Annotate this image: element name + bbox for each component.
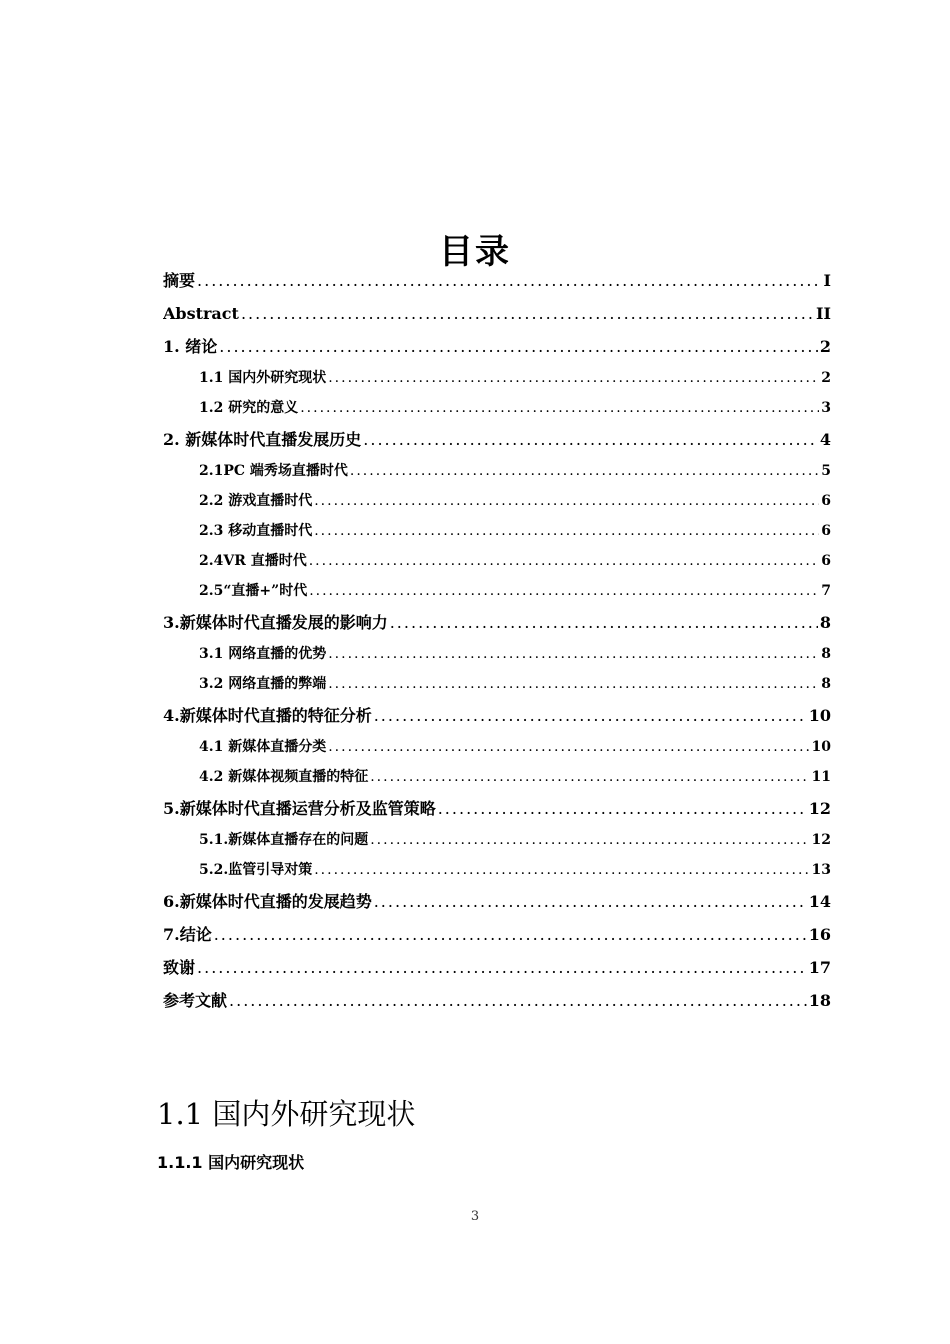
toc-dot-leader [363, 423, 818, 456]
toc-dot-leader [309, 576, 819, 606]
toc-entry-page: 12 [808, 799, 831, 818]
toc-dot-leader [438, 792, 807, 825]
toc-dot-leader [370, 825, 809, 855]
table-of-contents [163, 264, 831, 1017]
toc-entry-label: 5.新媒体时代直播运营分析及监管策略 [163, 799, 436, 818]
toc-dot-leader [229, 984, 807, 1017]
toc-dot-leader [328, 669, 819, 699]
toc-entry-page: 5 [821, 463, 831, 479]
toc-dot-leader [314, 855, 809, 885]
toc-entry-label: 2.4VR 直播时代 [199, 553, 307, 569]
toc-entry-page: 2 [821, 370, 831, 386]
toc-entry-page: 13 [811, 862, 831, 878]
toc-entry[interactable] [163, 885, 831, 918]
toc-entry-page: 18 [808, 991, 831, 1010]
toc-entry[interactable] [163, 330, 831, 363]
toc-entry-label: 4.1 新媒体直播分类 [199, 739, 327, 755]
toc-entry[interactable] [163, 669, 831, 699]
toc-entry-page: 6 [821, 523, 831, 539]
toc-entry-label: 参考文献 [163, 991, 228, 1010]
toc-entry-page: I [823, 271, 831, 290]
toc-entry-page: 4 [819, 430, 831, 449]
toc-dot-leader [374, 699, 807, 732]
toc-entry[interactable] [163, 297, 831, 330]
toc-entry[interactable] [163, 264, 831, 297]
toc-entry-label: 1.1 国内外研究现状 [199, 370, 327, 386]
toc-entry-page: 8 [821, 676, 831, 692]
toc-entry-label: 致谢 [163, 958, 196, 977]
toc-dot-leader [328, 732, 809, 762]
toc-entry[interactable] [163, 363, 831, 393]
toc-entry-page: 8 [821, 646, 831, 662]
toc-entry-page: 17 [808, 958, 831, 977]
toc-entry[interactable] [163, 606, 831, 639]
toc-entry[interactable] [163, 456, 831, 486]
toc-entry[interactable] [163, 639, 831, 669]
toc-entry[interactable] [163, 825, 831, 855]
toc-entry-label: 1.2 研究的意义 [199, 400, 299, 416]
toc-entry-page: 12 [811, 832, 831, 848]
toc-entry[interactable] [163, 546, 831, 576]
toc-entry[interactable] [163, 516, 831, 546]
toc-entry-page: 11 [811, 769, 831, 785]
toc-dot-leader [328, 363, 819, 393]
toc-entry-page: 6 [821, 493, 831, 509]
toc-entry-page: 10 [808, 706, 831, 725]
toc-dot-leader [314, 486, 819, 516]
toc-entry-page: 14 [808, 892, 831, 911]
toc-entry-label: 3.新媒体时代直播发展的影响力 [163, 613, 388, 632]
toc-entry-label: 2.1PC 端秀场直播时代 [199, 463, 348, 479]
toc-entry[interactable] [163, 486, 831, 516]
toc-dot-leader [314, 516, 819, 546]
toc-entry[interactable] [163, 699, 831, 732]
toc-entry-page: 2 [819, 337, 831, 356]
toc-dot-leader [219, 330, 818, 363]
toc-entry-label: 1. 绪论 [163, 337, 218, 356]
page-number: 3 [470, 1209, 480, 1224]
toc-entry-label: 摘要 [163, 271, 196, 290]
toc-entry[interactable] [163, 576, 831, 606]
toc-title: 目录 [439, 232, 511, 272]
toc-dot-leader [214, 918, 807, 951]
section-heading: 1.1 国内外研究现状 [157, 1097, 416, 1131]
toc-entry-page: 10 [811, 739, 831, 755]
subsection-heading: 1.1.1 国内研究现状 [157, 1153, 305, 1172]
toc-entry-label: 2.5“直播+”时代 [199, 583, 308, 599]
toc-entry-page: 8 [819, 613, 831, 632]
toc-entry-page: II [816, 304, 831, 323]
toc-entry[interactable] [163, 732, 831, 762]
toc-entry-page: 3 [821, 400, 831, 416]
toc-entry[interactable] [163, 393, 831, 423]
toc-dot-leader [374, 885, 807, 918]
toc-entry-page: 16 [808, 925, 831, 944]
toc-dot-leader [390, 606, 818, 639]
toc-entry-label: 7.结论 [163, 925, 212, 944]
toc-entry[interactable] [163, 423, 831, 456]
toc-entry-label: 6.新媒体时代直播的发展趋势 [163, 892, 372, 911]
toc-dot-leader [370, 762, 809, 792]
toc-entry[interactable] [163, 984, 831, 1017]
toc-dot-leader [328, 639, 819, 669]
toc-entry-label: 4.新媒体时代直播的特征分析 [163, 706, 372, 725]
toc-dot-leader [197, 951, 807, 984]
toc-entry-label: Abstract [163, 304, 239, 323]
toc-entry[interactable] [163, 792, 831, 825]
toc-entry-label: 5.1.新媒体直播存在的问题 [199, 832, 369, 848]
toc-entry[interactable] [163, 762, 831, 792]
toc-entry[interactable] [163, 855, 831, 885]
toc-dot-leader [309, 546, 820, 576]
toc-entry[interactable] [163, 918, 831, 951]
toc-dot-leader [197, 264, 822, 297]
toc-entry-page: 6 [821, 553, 831, 569]
toc-entry-label: 3.1 网络直播的优势 [199, 646, 327, 662]
toc-dot-leader [300, 393, 819, 423]
toc-entry-label: 4.2 新媒体视频直播的特征 [199, 769, 369, 785]
toc-entry-label: 2.2 游戏直播时代 [199, 493, 313, 509]
toc-entry-label: 5.2.监管引导对策 [199, 862, 313, 878]
toc-dot-leader [350, 456, 819, 486]
toc-dot-leader [241, 297, 814, 330]
toc-entry-label: 2. 新媒体时代直播发展历史 [163, 430, 362, 449]
toc-entry-page: 7 [821, 583, 831, 599]
toc-entry[interactable] [163, 951, 831, 984]
toc-entry-label: 2.3 移动直播时代 [199, 523, 313, 539]
toc-entry-label: 3.2 网络直播的弊端 [199, 676, 327, 692]
